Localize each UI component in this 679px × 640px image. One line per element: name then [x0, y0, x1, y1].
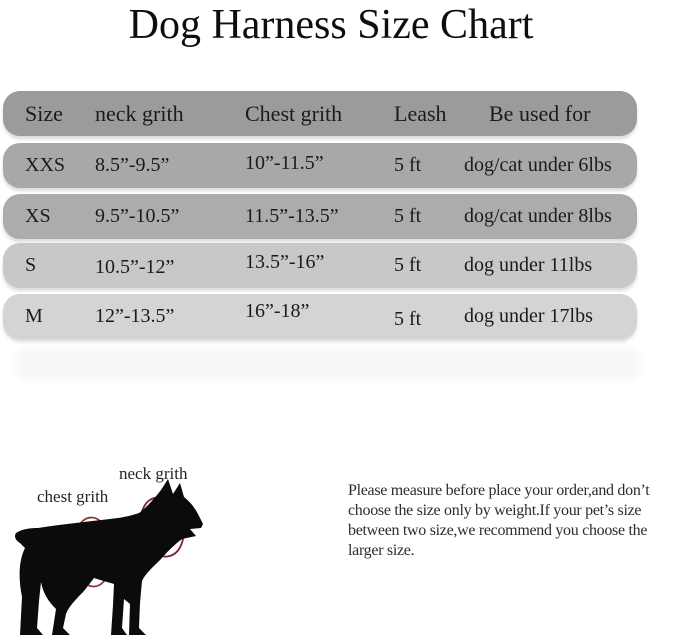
header-leash: Leash — [394, 100, 447, 126]
cell-neck-girth: 8.5”-9.5” — [95, 154, 170, 176]
dog-body — [15, 479, 203, 635]
table-shadow-band — [16, 349, 640, 379]
cell-neck-girth: 9.5”-10.5” — [95, 205, 180, 227]
header-size: Size — [25, 100, 63, 126]
table-header-row — [3, 91, 637, 136]
cell-be-used-for: dog under 11lbs — [464, 254, 593, 276]
note-line: choose the size only by weight.If your pet’s size — [348, 502, 642, 519]
cell-leash: 5 ft — [394, 254, 422, 276]
note-line: Please measure before place your order,and don’t — [348, 482, 650, 499]
table-row — [3, 294, 637, 339]
chest-girth-label: chest grith — [37, 487, 109, 506]
header-be-used-for: Be used for — [489, 100, 591, 126]
table-row — [3, 143, 637, 188]
cell-chest-girth: 13.5”-16” — [245, 251, 325, 273]
cell-be-used-for: dog/cat under 6lbs — [464, 154, 612, 176]
cell-size: XXS — [25, 154, 66, 176]
header-neck-girth: neck grith — [95, 100, 184, 126]
neck-girth-label: neck grith — [119, 464, 188, 483]
cell-chest-girth: 10”-11.5” — [245, 152, 324, 174]
measure-note — [348, 481, 678, 561]
cell-neck-girth: 10.5”-12” — [95, 256, 175, 278]
cell-chest-girth: 16”-18” — [245, 300, 310, 322]
cell-leash: 5 ft — [394, 205, 422, 227]
cell-chest-girth: 11.5”-13.5” — [245, 205, 339, 227]
cell-be-used-for: dog under 17lbs — [464, 305, 593, 327]
table-row — [3, 243, 637, 288]
cell-size: M — [25, 305, 43, 327]
cell-neck-girth: 12”-13.5” — [95, 305, 175, 327]
page-title: Dog Harness Size Chart — [128, 2, 534, 48]
dog-silhouette — [12, 477, 212, 640]
cell-size: S — [25, 254, 37, 276]
note-line: between two size,we recommend you choose the — [348, 522, 648, 539]
cell-leash: 5 ft — [394, 154, 422, 176]
header-chest-girth: Chest grith — [245, 100, 343, 126]
cell-be-used-for: dog/cat under 8lbs — [464, 205, 612, 227]
note-line: larger size. — [348, 542, 415, 559]
cell-leash: 5 ft — [394, 308, 422, 330]
cell-size: XS — [25, 205, 51, 227]
table-row — [3, 194, 637, 239]
